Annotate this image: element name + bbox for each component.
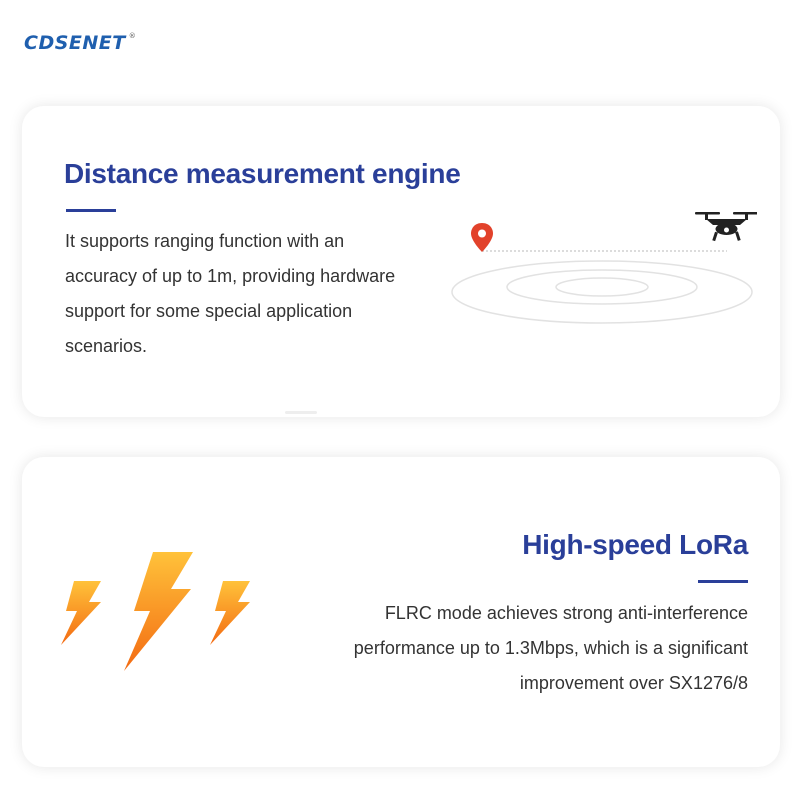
brand-name: CDSENET xyxy=(24,32,126,54)
location-pin-icon xyxy=(471,223,493,252)
feature-card-lora xyxy=(22,457,780,767)
feature-card-distance xyxy=(22,106,780,417)
description-line: FLRC mode achieves strong anti-interference xyxy=(384,603,748,623)
feature-description xyxy=(65,224,465,364)
drag-handle xyxy=(285,411,317,414)
brand-logo xyxy=(24,32,136,54)
description-line: accuracy of up to 1m, providing hardware xyxy=(65,266,396,286)
lightning-illustration xyxy=(58,547,258,677)
feature-title: High-speed LoRa xyxy=(522,529,748,560)
description-line: It supports ranging function with an xyxy=(65,231,345,251)
lightning-bolt-icon xyxy=(124,552,193,671)
feature-title: Distance measurement engine xyxy=(64,158,461,189)
lightning-bolt-icon xyxy=(210,581,250,645)
title-underline xyxy=(66,209,116,212)
registered-mark: ® xyxy=(128,32,137,40)
range-rings xyxy=(452,261,752,323)
description-line: improvement over SX1276/8 xyxy=(519,673,748,693)
ranging-illustration xyxy=(447,202,757,327)
description-line: support for some special application xyxy=(65,301,353,321)
feature-description xyxy=(268,596,748,701)
lightning-bolt-icon xyxy=(61,581,101,645)
drone-icon xyxy=(695,212,757,241)
description-line: performance up to 1.3Mbps, which is a significant xyxy=(353,638,748,658)
description-line: scenarios. xyxy=(65,336,148,356)
title-underline xyxy=(698,580,748,583)
